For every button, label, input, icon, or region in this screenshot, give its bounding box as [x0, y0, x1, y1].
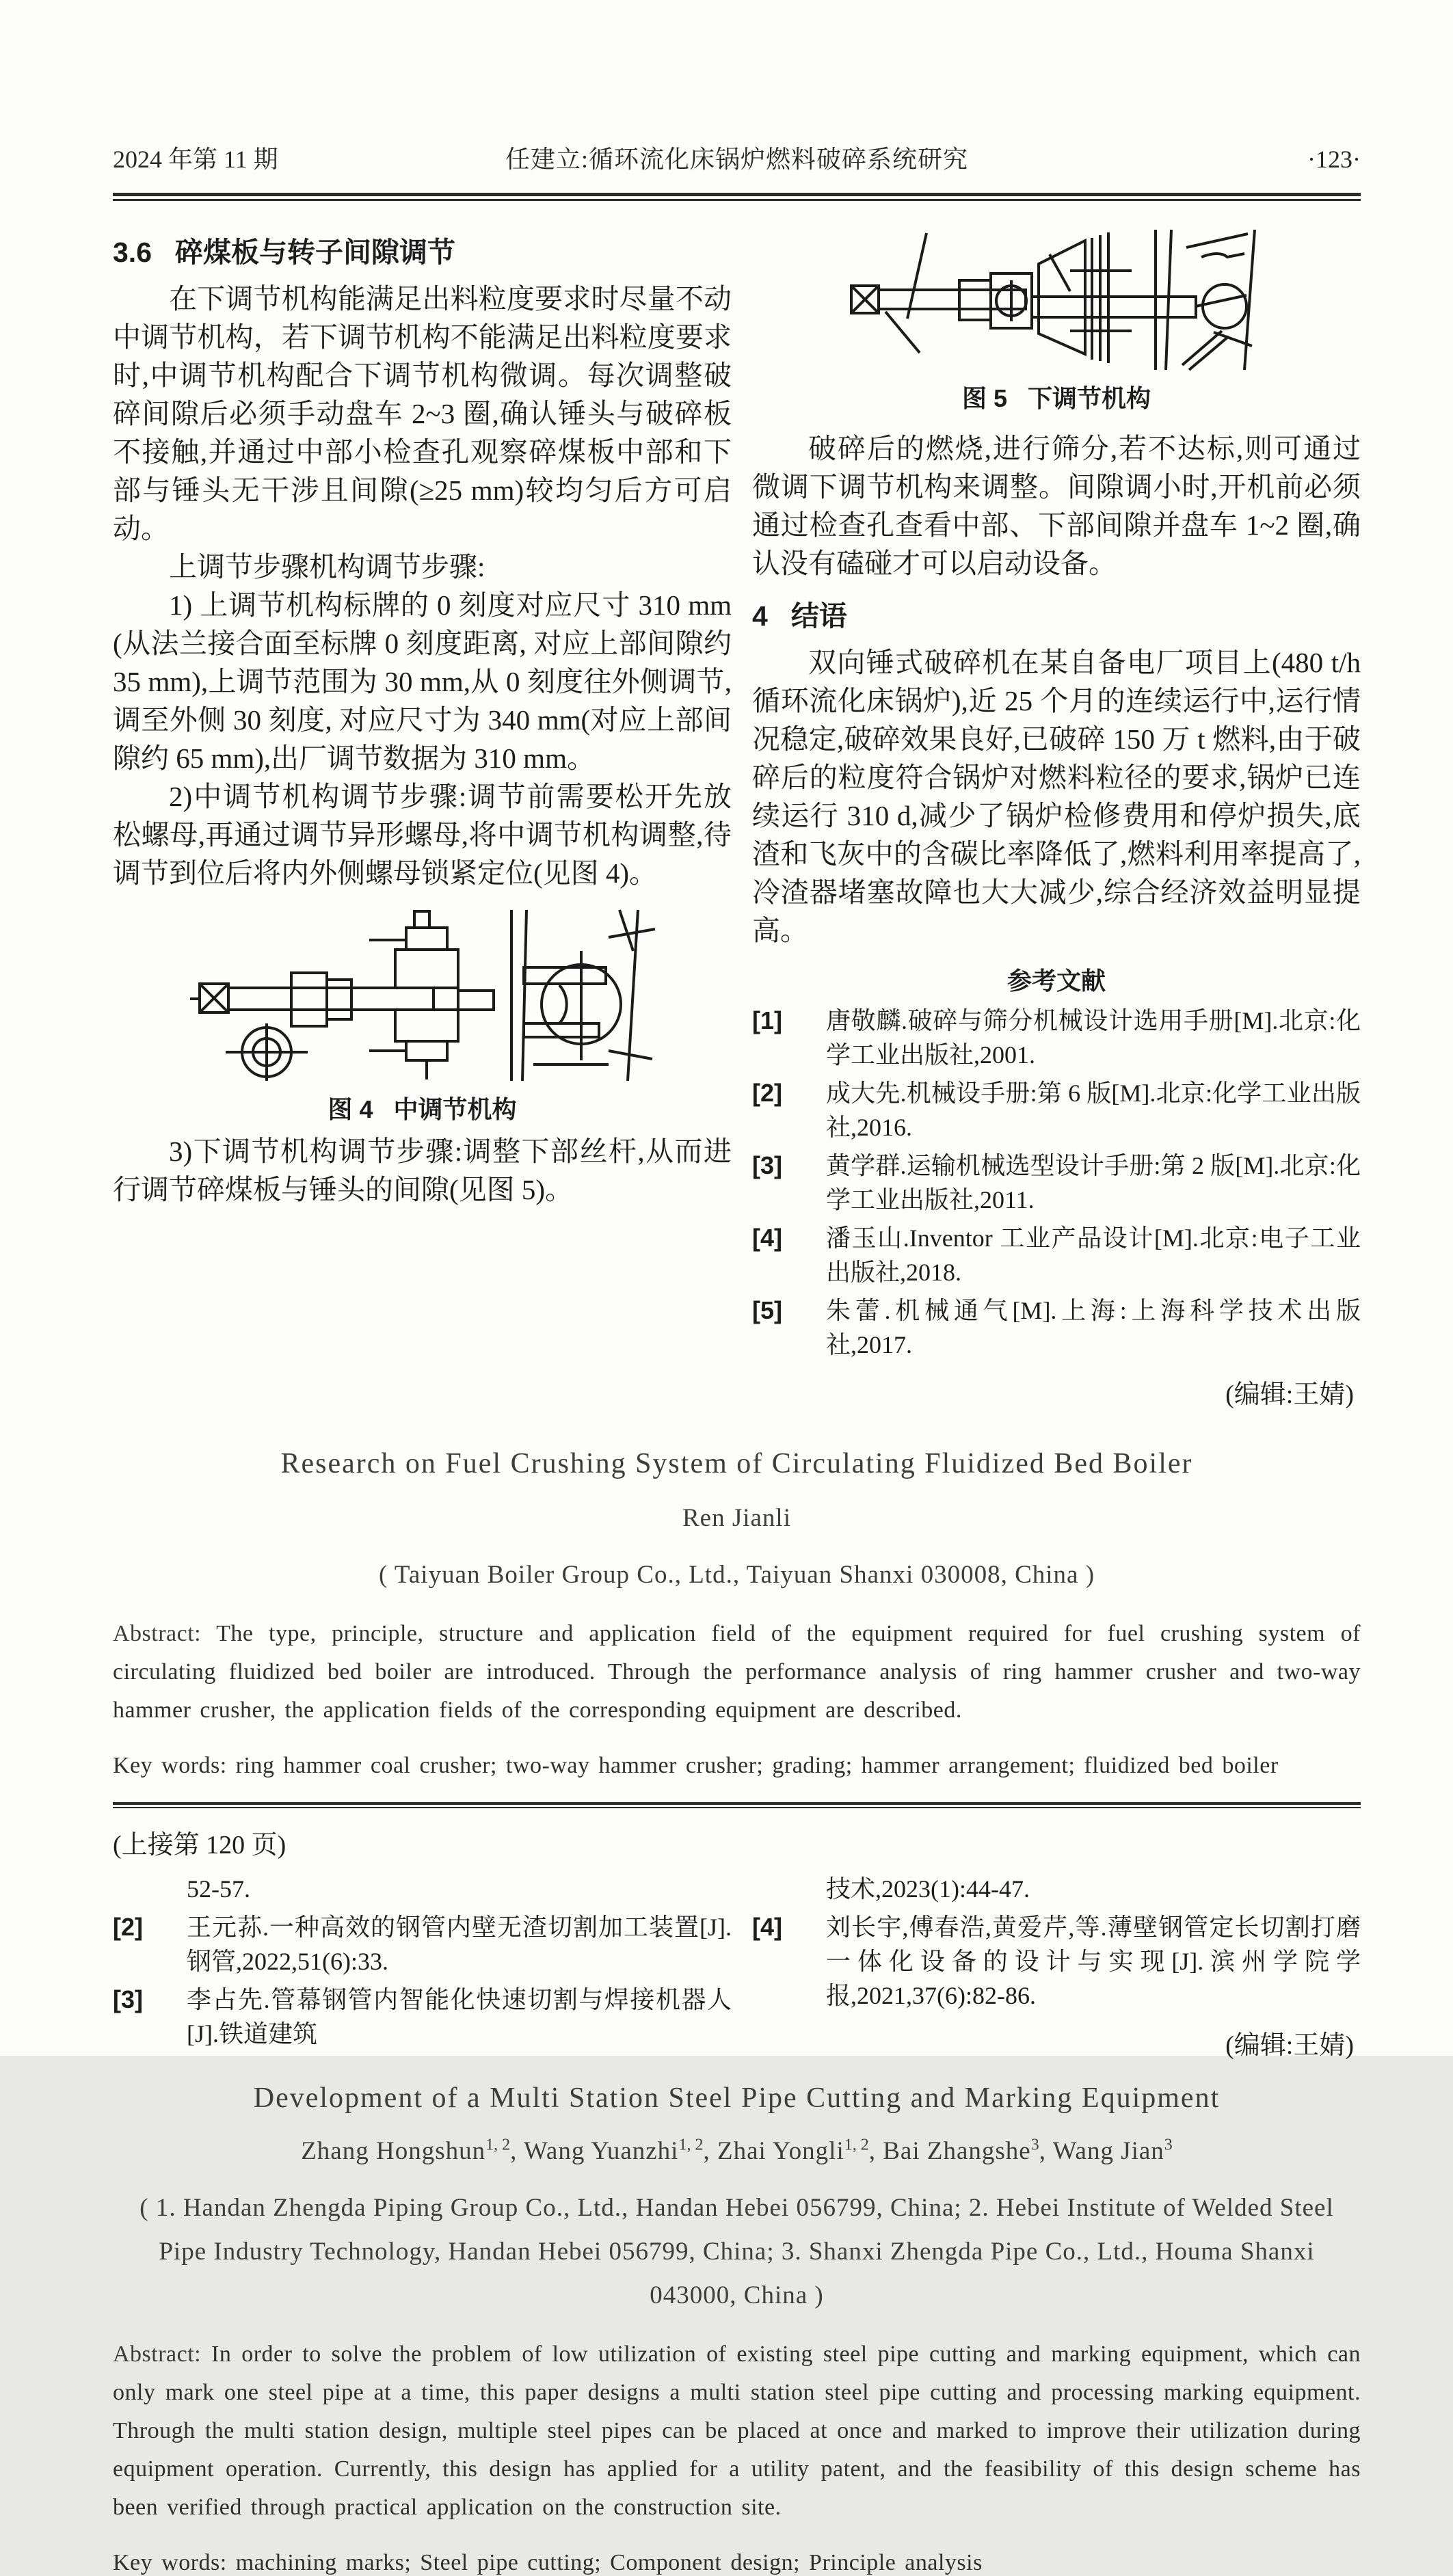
- author-affil-sup: 1, 2: [844, 2136, 869, 2154]
- reference-number: [4]: [752, 1224, 782, 1252]
- references-list: [752, 1004, 1361, 1362]
- reference-text: 唐敬麟.破碎与筛分机械设计选用手册[M].北京:化学工业出版社,2001.: [826, 1007, 1361, 1069]
- reference-item: [752, 1910, 1361, 2013]
- author-name: Wang Jian: [1052, 2137, 1164, 2166]
- continued-left-refs: [113, 1872, 732, 2051]
- figure-5: [752, 230, 1361, 414]
- paragraph: 双向锤式破碎机在某自备电厂项目上(480 t/h 循环流化床锅炉),近 25 个月的连续运行中,运行情况稳定,破碎效果良好,已破碎 150 万 t 燃料,由于破碎后的粒度符合锅炉对燃料粒径的要求,锅炉已连续运行 310 d,减少了锅炉检修费用和停炉损失,底渣和飞灰中的含碳比率降低了,燃料利用率提高了,冷渣器堵塞故障也大大减少,综合经济效益明显提高。: [752, 647, 1361, 946]
- author: [1053, 2137, 1173, 2165]
- reference-text: 技术,2023(1):44-47.: [826, 1875, 1030, 1903]
- continued-from-note: (上接第 120 页): [113, 1831, 286, 1860]
- figure-5-title: 下调节机构: [1028, 384, 1151, 412]
- section-4-heading: [752, 593, 1361, 634]
- reference-number: [1]: [752, 1006, 782, 1034]
- keywords-text: machining marks; Steel pipe cutting; Component design; Principle analysis: [226, 2550, 983, 2576]
- running-title: 任建立:循环流化床锅炉燃料破碎系统研究: [505, 146, 968, 173]
- left-column: [113, 230, 732, 1410]
- reference-continuation: [752, 1872, 1361, 1906]
- english-title-2: Development of a Multi Station Steel Pipe Cutting and Marking Equipment: [253, 2082, 1221, 2114]
- author: [524, 2137, 717, 2165]
- author-affil-sup: 1, 2: [678, 2136, 704, 2154]
- main-columns: [113, 230, 1361, 1410]
- continued-right-refs: [752, 1872, 1361, 2013]
- section-4-number: 4: [752, 600, 768, 632]
- reference-continuation: [113, 1872, 732, 1906]
- reference-text: 王元荪.一种高效的钢管内壁无渣切割加工装置[J].钢管,2022,51(6):33.: [187, 1914, 732, 1975]
- page-header: [113, 140, 1361, 175]
- figure-5-number: 图 5: [961, 384, 1007, 412]
- author-name: Zhai Yongli: [717, 2137, 844, 2166]
- editor-note: (编辑:王婧): [1225, 1380, 1354, 1409]
- header-rule: [113, 193, 1361, 201]
- reference-text: 52-57.: [187, 1875, 250, 1903]
- reference-number: [4]: [752, 1913, 782, 1941]
- section-3-6-number: 3.6: [113, 237, 152, 268]
- paragraph: 2)中调节机构调节步骤:调节前需要松开先放松螺母,再通过调节异形螺母,将中调节机构调整,待调节到位后将内外侧螺母锁紧定位(见图 4)。: [113, 781, 732, 889]
- abstract-label: Abstract:: [113, 1621, 202, 1646]
- author-name: Bai Zhangshe: [883, 2137, 1031, 2166]
- editor-note: (编辑:王婧): [1225, 2031, 1354, 2060]
- reference-text: 刘长宇,傅春浩,黄爱芹,等.薄壁钢管定长切割打磨一体化设备的设计与实现[J].滨州学院学报,2021,37(6):82-86.: [826, 1914, 1361, 2009]
- reference-number: [2]: [752, 1079, 782, 1107]
- author-affil-sup: 1, 2: [485, 2136, 511, 2154]
- author-affil-sup: 3: [1164, 2136, 1173, 2154]
- english-authors-2: [113, 2136, 1361, 2166]
- abstract-text: In order to solve the problem of low utilization of existing steel pipe cutting and marking equipment, which can only mark one steel pipe at a time, this paper designs a multi station steel pipe cutting and processing marking equipment. Through the multi station design, multiple steel pipes can be placed at once and marked to improve their utilization during equipment operation. Currently, this design has applied for a utility patent, and the feasibility of this design scheme has been verified through practical application on the construction site.: [113, 2342, 1361, 2521]
- continued-columns: [113, 1872, 1361, 2061]
- section-3-6-heading: [113, 230, 732, 270]
- figure-5-caption: [752, 379, 1361, 414]
- reference-item: [752, 1004, 1361, 1072]
- references-heading: 参考文献: [1007, 967, 1106, 995]
- figure-5-drawing: [844, 230, 1268, 370]
- english-affiliation-1: ( Taiyuan Boiler Group Co., Ltd., Taiyuan Shanxi 030008, China ): [378, 1561, 1095, 1589]
- author-separator: ,: [703, 2137, 717, 2166]
- author: [717, 2137, 883, 2165]
- author-separator: ,: [1039, 2137, 1053, 2166]
- paragraph: 3)下调节机构调节步骤:调整下部丝杆,从而进行调节碎煤板与锤头的间隙(见图 5)。: [113, 1136, 732, 1205]
- abstract-text: The type, principle, structure and application field of the equipment required for fuel crushing system of circulating fluidized bed boiler are introduced. Through the performance analysis of ring hammer crusher and two-way hammer crusher, the application fields of the corresponding equipment are described.: [113, 1621, 1361, 1723]
- reference-item: [752, 1293, 1361, 1362]
- reference-text: 潘玉山.Inventor 工业产品设计[M].北京:电子工业出版社,2018.: [826, 1224, 1361, 1286]
- author-name: Zhang Hongshun: [301, 2137, 486, 2166]
- reference-number: [5]: [752, 1296, 782, 1324]
- reference-item: [752, 1221, 1361, 1289]
- figure-4-number: 图 4: [328, 1095, 373, 1123]
- reference-number: [2]: [113, 1913, 143, 1941]
- paragraph: 在下调节机构能满足出料粒度要求时尽量不动中调节机构，若下调节机构不能满足出料粒度要求时,中调节机构配合下调节机构微调。每次调整破碎间隙后必须手动盘车 2~3 圈,确认锤头与破碎板不接触,并通过中部小检查孔观察碎煤板中部和下部与锤头无干涉且间隙(≥25 mm)较均匀后方可启动。: [113, 283, 732, 544]
- figure-4: [113, 910, 732, 1125]
- reference-item: [752, 1076, 1361, 1144]
- english-author-1: Ren Jianli: [682, 1504, 791, 1532]
- author-name: Wang Yuanzhi: [523, 2137, 679, 2166]
- continued-left-column: [113, 1872, 732, 2061]
- reference-text: 成大先.机械设手册:第 6 版[M].北京:化学工业出版社,2016.: [826, 1079, 1361, 1141]
- english-abstract-2: [113, 2335, 1361, 2527]
- page-number: ·123·: [1307, 146, 1361, 173]
- english-keywords-1: [113, 1753, 1361, 1779]
- abstract-label: Abstract:: [113, 2342, 202, 2367]
- continued-right-column: [752, 1872, 1361, 2061]
- section-4-title: 结语: [790, 600, 847, 632]
- continued-section: [113, 1823, 1361, 2061]
- english-section-1: [113, 1447, 1361, 1779]
- right-column: [752, 230, 1361, 1410]
- issue-label: 2024 年第 11 期: [113, 146, 278, 173]
- keywords-label: Key words:: [113, 1753, 227, 1778]
- english-title-1: Research on Fuel Crushing System of Circulating Fluidized Bed Boiler: [280, 1448, 1193, 1479]
- figure-4-drawing: [190, 910, 655, 1081]
- section-separator-rule: [113, 1802, 1361, 1808]
- paragraph: 破碎后的燃烧,进行筛分,若不达标,则可通过微调下调节机构来调整。间隙调小时,开机前必须通过检查孔查看中部、下部间隙并盘车 1~2 圈,确认没有磕碰才可以启动设备。: [752, 433, 1361, 579]
- author-separator: ,: [510, 2137, 524, 2166]
- english-keywords-2: [113, 2550, 1361, 2576]
- keywords-text: ring hammer coal crusher; two-way hammer crusher; grading; hammer arrangement; fluidized bed boiler: [226, 1753, 1279, 1778]
- author-separator: ,: [868, 2137, 883, 2166]
- author-affil-sup: 3: [1030, 2136, 1039, 2154]
- reference-number: [3]: [113, 1985, 143, 2013]
- author: [301, 2137, 524, 2165]
- english-section-2: [113, 2082, 1361, 2576]
- reference-item: [113, 1983, 732, 2051]
- reference-text: 朱蕾.机械通气[M].上海:上海科学技术出版社,2017.: [826, 1297, 1361, 1358]
- reference-item: [113, 1910, 732, 1978]
- reference-text: 李占先.管幕钢管内智能化快速切割与焊接机器人[J].铁道建筑: [187, 1986, 732, 2048]
- reference-number: [3]: [752, 1151, 782, 1179]
- english-affiliation-2: ( 1. Handan Zhengda Piping Group Co., Ltd., Handan Hebei 056799, China; 2. Hebei Institute of Welded Steel Pipe Industry Technology, Handan Hebei 056799, China; 3. Shanxi Zhengda Pipe Co., Ltd., Houma Shanxi 043000, China ): [139, 2194, 1334, 2310]
- paragraph: 1) 上调节机构标牌的 0 刻度对应尺寸 310 mm (从法兰接合面至标牌 0 刻度距离, 对应上部间隙约 35 mm),上调节范围为 30 mm,从 0 刻度往外侧调节, 调至外侧 30 刻度, 对应尺寸为 340 mm(对应上部间隙约 65 mm),出厂调节数据为 310 mm。: [113, 589, 732, 774]
- reference-text: 黄学群.运输机械选型设计手册:第 2 版[M].北京:化学工业出版社,2011.: [826, 1152, 1361, 1213]
- english-abstract-1: [113, 1615, 1361, 1730]
- figure-4-caption: [113, 1090, 732, 1125]
- reference-item: [752, 1149, 1361, 1217]
- author: [883, 2137, 1052, 2165]
- section-3-6-title: 碎煤板与转子间隙调节: [175, 237, 455, 268]
- keywords-label: Key words:: [113, 2550, 227, 2576]
- paragraph: 上调节步骤机构调节步骤:: [169, 551, 485, 582]
- figure-4-title: 中调节机构: [393, 1095, 517, 1123]
